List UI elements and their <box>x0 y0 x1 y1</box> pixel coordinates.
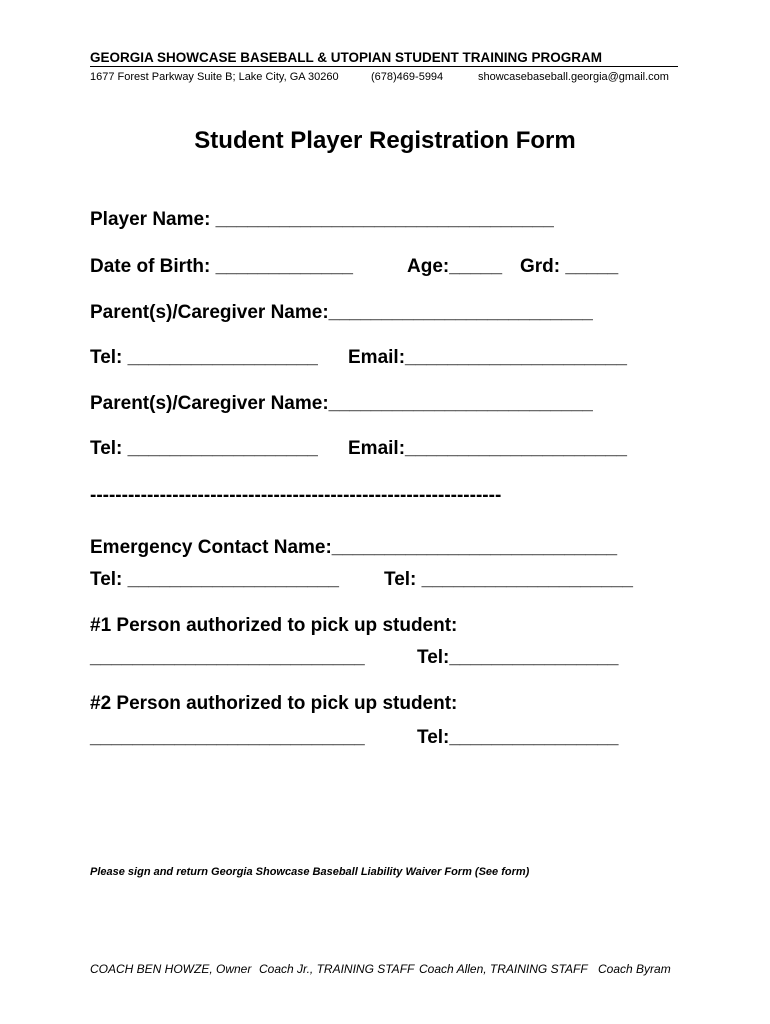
pickup2-label: #2 Person authorized to pick up student: <box>90 693 458 714</box>
pickup1-name-field[interactable]: __________________________ <box>90 647 365 668</box>
parent2-email-field[interactable]: Email:_____________________ <box>348 438 627 459</box>
address: 1677 Forest Parkway Suite B; Lake City, GA 30260 <box>90 71 339 83</box>
parent1-tel-field[interactable]: Tel: __________________ <box>90 347 318 368</box>
parent1-name-field[interactable]: Parent(s)/Caregiver Name:_________________________ <box>90 302 593 323</box>
parent2-name-field[interactable]: Parent(s)/Caregiver Name:_________________________ <box>90 393 593 414</box>
organization-title: GEORGIA SHOWCASE BASEBALL & UTOPIAN STUDENT TRAINING PROGRAM <box>90 50 678 67</box>
parent2-tel-field[interactable]: Tel: __________________ <box>90 438 318 459</box>
staff-coach-byram: Coach Byram <box>598 962 671 976</box>
emergency-contact-name-field[interactable]: Emergency Contact Name:___________________________ <box>90 537 618 558</box>
pickup1-label: #1 Person authorized to pick up student: <box>90 615 458 636</box>
waiver-note: Please sign and return Georgia Showcase Baseball Liability Waiver Form (See form) <box>90 866 530 878</box>
form-title: Student Player Registration Form <box>194 127 576 154</box>
pickup1-tel-field[interactable]: Tel:________________ <box>417 647 619 668</box>
pickup2-tel-field[interactable]: Tel:________________ <box>417 727 619 748</box>
section-separator: ----------------------------------------------------------------- <box>90 485 502 506</box>
age-field[interactable]: Age:_____ <box>407 256 503 277</box>
player-name-field[interactable]: Player Name: ________________________________ <box>90 209 554 230</box>
staff-owner: COACH BEN HOWZE, Owner <box>90 962 252 976</box>
staff-coach-jr: Coach Jr., TRAINING STAFF <box>259 962 415 976</box>
parent1-email-field[interactable]: Email:_____________________ <box>348 347 627 368</box>
pickup2-name-field[interactable]: __________________________ <box>90 727 365 748</box>
email-address: showcasebaseball.georgia@gmail.com <box>478 71 669 83</box>
phone-number: (678)469-5994 <box>371 71 444 83</box>
staff-coach-allen: Coach Allen, TRAINING STAFF <box>419 962 588 976</box>
grade-field[interactable]: Grd: _____ <box>520 256 619 277</box>
emergency-tel-field-2[interactable]: Tel: ____________________ <box>384 569 633 590</box>
date-of-birth-field[interactable]: Date of Birth: _____________ <box>90 256 353 277</box>
emergency-tel-field-1[interactable]: Tel: ____________________ <box>90 569 339 590</box>
